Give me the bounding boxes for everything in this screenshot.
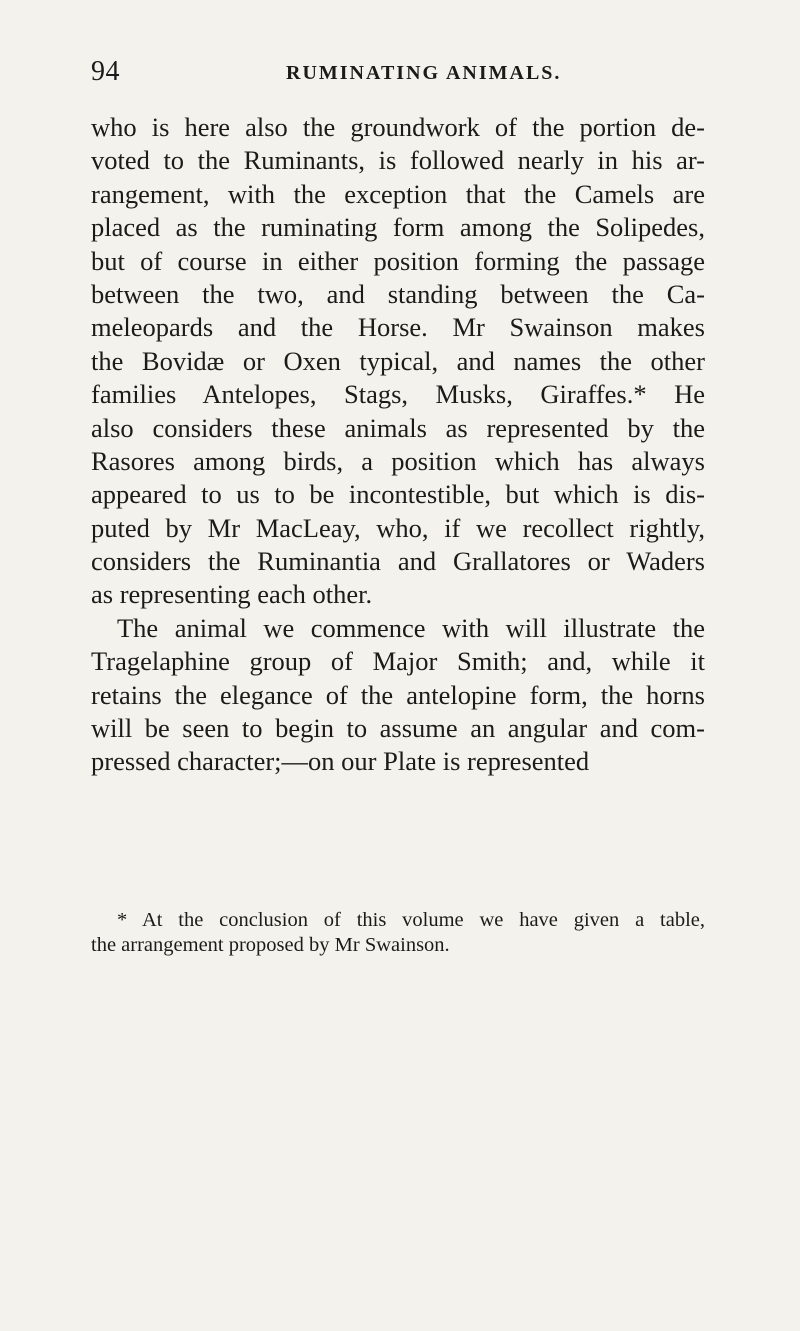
text-line: pressed character;—on our Plate is represented [91, 746, 590, 777]
text-line: voted to the Ruminants, is followed nearly in his ar- [91, 145, 705, 176]
text-line: but of course in either position forming the passage [91, 245, 705, 276]
text-line: puted by Mr MacLeay, who, if we recollect rightly, [91, 512, 705, 543]
text-line: rangement, with the exception that the Camels are [91, 178, 705, 209]
text-line: will be seen to begin to assume an angular and com- [91, 713, 705, 744]
page-header [91, 56, 691, 92]
footnote-line: the arrangement proposed by Mr Swainson. [91, 934, 450, 956]
text-line: The animal we commence with will illustrate the [117, 612, 705, 643]
text-line: placed as the ruminating form among the Solipedes, [91, 212, 705, 243]
footnote-line: * At the conclusion of this volume we have given a table, [117, 909, 705, 931]
text-line: meleopards and the Horse. Mr Swainson makes [91, 312, 705, 343]
text-line: Tragelaphine group of Major Smith; and, while it [91, 646, 705, 677]
text-line: also considers these animals as represented by the [91, 412, 705, 443]
text-line: appeared to us to be incontestible, but which is dis- [91, 479, 705, 510]
text-line: who is here also the groundwork of the portion de- [91, 112, 705, 142]
text-line: between the two, and standing between the Ca- [91, 278, 705, 309]
text-line: as representing each other. [91, 579, 373, 610]
text-line: the Bovidæ or Oxen typical, and names the other [91, 345, 705, 376]
running-head: RUMINATING ANIMALS. [286, 62, 562, 84]
page-number: 94 [91, 56, 120, 87]
body-text [91, 111, 705, 779]
footnote [91, 908, 705, 958]
text-line: considers the Ruminantia and Grallatores or Waders [91, 546, 705, 577]
text-line: retains the elegance of the antelopine form, the horns [91, 679, 705, 710]
text-line: Rasores among birds, a position which has always [91, 445, 705, 476]
text-line: families Antelopes, Stags, Musks, Giraffes.* He [91, 379, 705, 410]
